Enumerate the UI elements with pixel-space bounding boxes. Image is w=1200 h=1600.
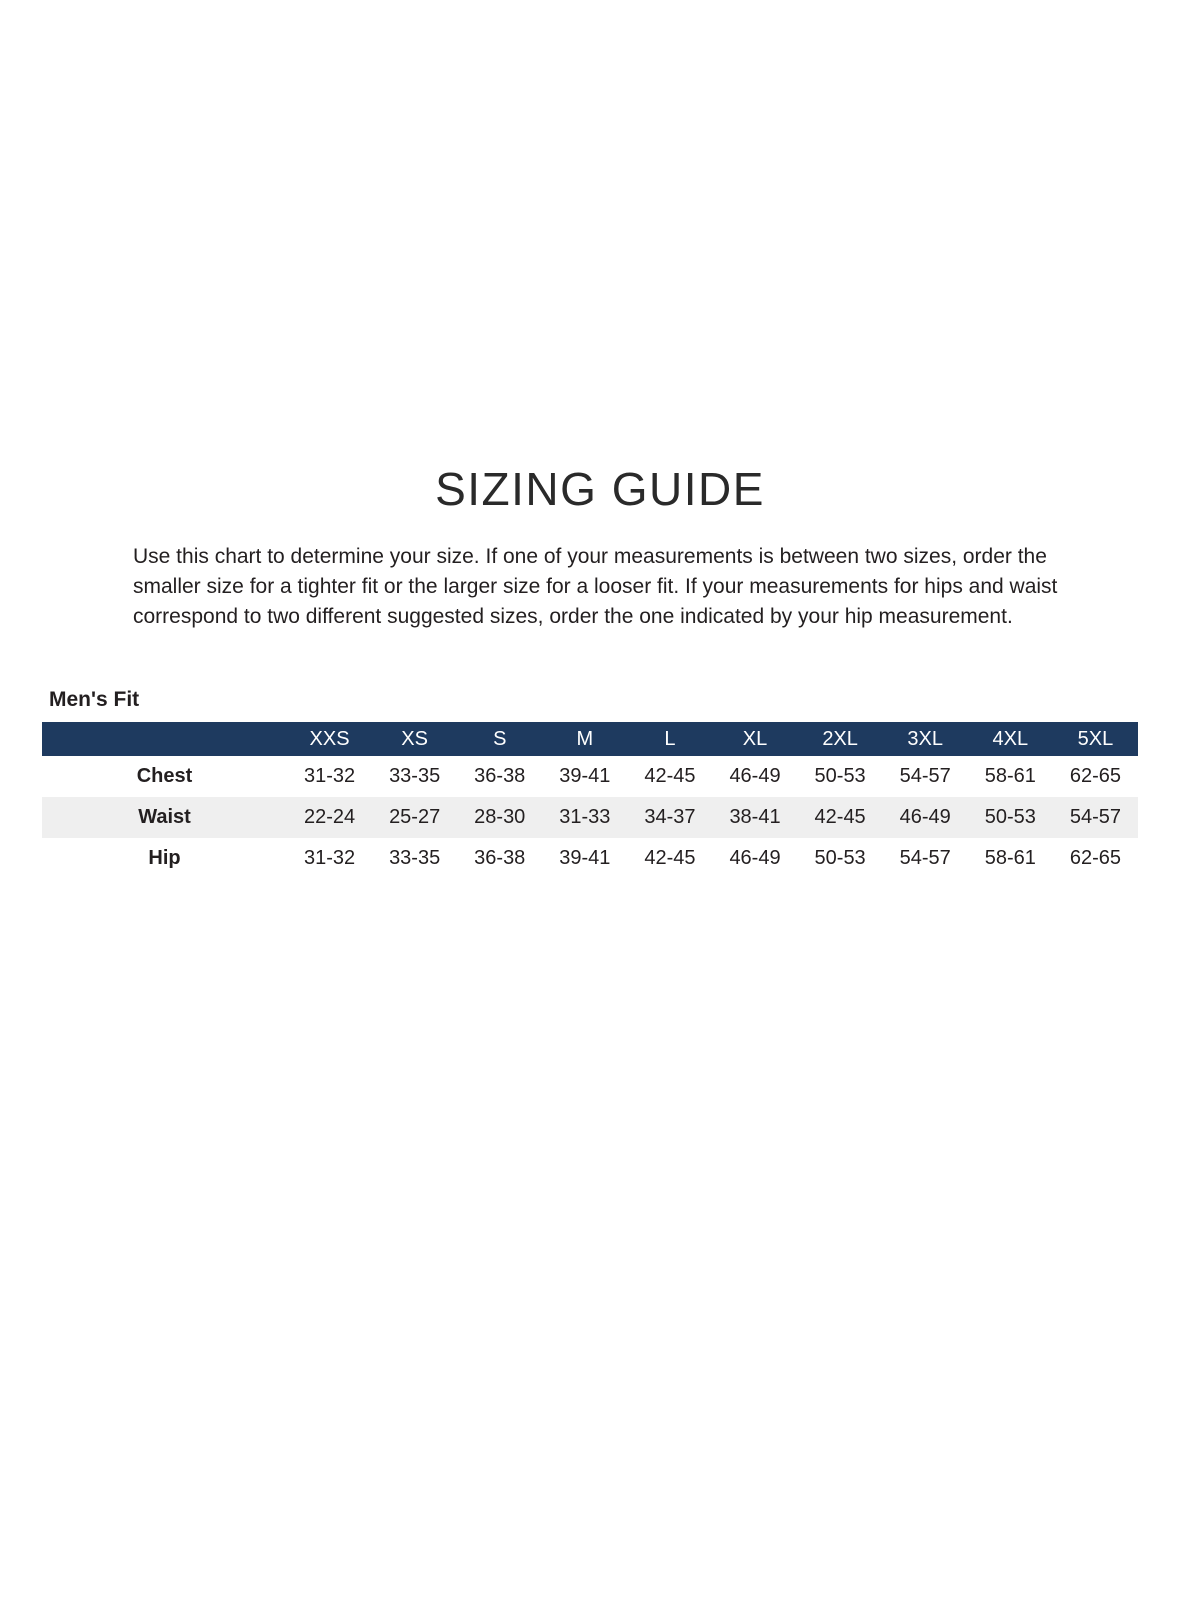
table-header-cell: 3XL [883, 722, 968, 756]
table-cell: 31-32 [303, 847, 356, 870]
table-header-cell: 5XL [1053, 722, 1138, 756]
table-header-cell: L [627, 722, 712, 756]
row-label: Chest [136, 765, 193, 788]
table-header-cell: XS [372, 722, 457, 756]
table-cell: 36-38 [474, 765, 526, 788]
intro-text: Use this chart to determine your size. If one of your measurements is between two sizes, order the smaller size for a tighter fit or the larger size for a looser fit. If your measurements for hips and waist correspond to two different suggested sizes, order the one indicated by your hip measurement. [133, 545, 1058, 629]
section-label-mens-fit: Men's Fit [49, 688, 140, 712]
table-row [42, 756, 1138, 797]
table-cell: 33-35 [389, 765, 441, 788]
table-cell: 39-41 [559, 847, 611, 870]
table-cell: 54-57 [899, 847, 951, 870]
table-cell: 46-49 [729, 847, 781, 870]
table-header-empty-cell [42, 722, 287, 756]
table-cell: 50-53 [984, 806, 1036, 829]
row-label: Waist [138, 806, 191, 829]
table-cell: 54-57 [1069, 806, 1121, 829]
table-cell: 50-53 [814, 765, 866, 788]
table-header-cell: 4XL [968, 722, 1053, 756]
table-cell: 28-30 [474, 806, 526, 829]
table-cell: 25-27 [389, 806, 441, 829]
table-cell: 39-41 [559, 765, 611, 788]
table-cell: 62-65 [1069, 847, 1121, 870]
table-header-cell: XXS [287, 722, 372, 756]
table-header-cell: S [457, 722, 542, 756]
page-title: SIZING GUIDE [435, 463, 765, 515]
table-header-cell: M [542, 722, 627, 756]
row-label: Hip [148, 847, 181, 870]
sizing-table [42, 722, 1138, 879]
table-cell: 38-41 [729, 806, 781, 829]
table-cell: 50-53 [814, 847, 866, 870]
table-header-cell: XL [712, 722, 797, 756]
table-cell: 46-49 [729, 765, 781, 788]
table-cell: 22-24 [303, 806, 356, 829]
table-cell: 33-35 [389, 847, 441, 870]
table-cell: 58-61 [984, 765, 1036, 788]
table-cell: 54-57 [899, 765, 951, 788]
table-cell: 36-38 [474, 847, 526, 870]
table-cell: 31-32 [303, 765, 356, 788]
table-row [42, 838, 1138, 879]
table-cell: 62-65 [1069, 765, 1121, 788]
table-cell: 46-49 [899, 806, 951, 829]
table-header-cell: 2XL [798, 722, 883, 756]
table-header-row [42, 722, 1138, 756]
table-cell: 31-33 [559, 806, 611, 829]
table-cell: 42-45 [644, 765, 696, 788]
table-cell: 34-37 [644, 806, 696, 829]
table-cell: 42-45 [644, 847, 696, 870]
table-cell: 58-61 [984, 847, 1036, 870]
table-cell: 42-45 [814, 806, 866, 829]
table-row [42, 797, 1138, 838]
